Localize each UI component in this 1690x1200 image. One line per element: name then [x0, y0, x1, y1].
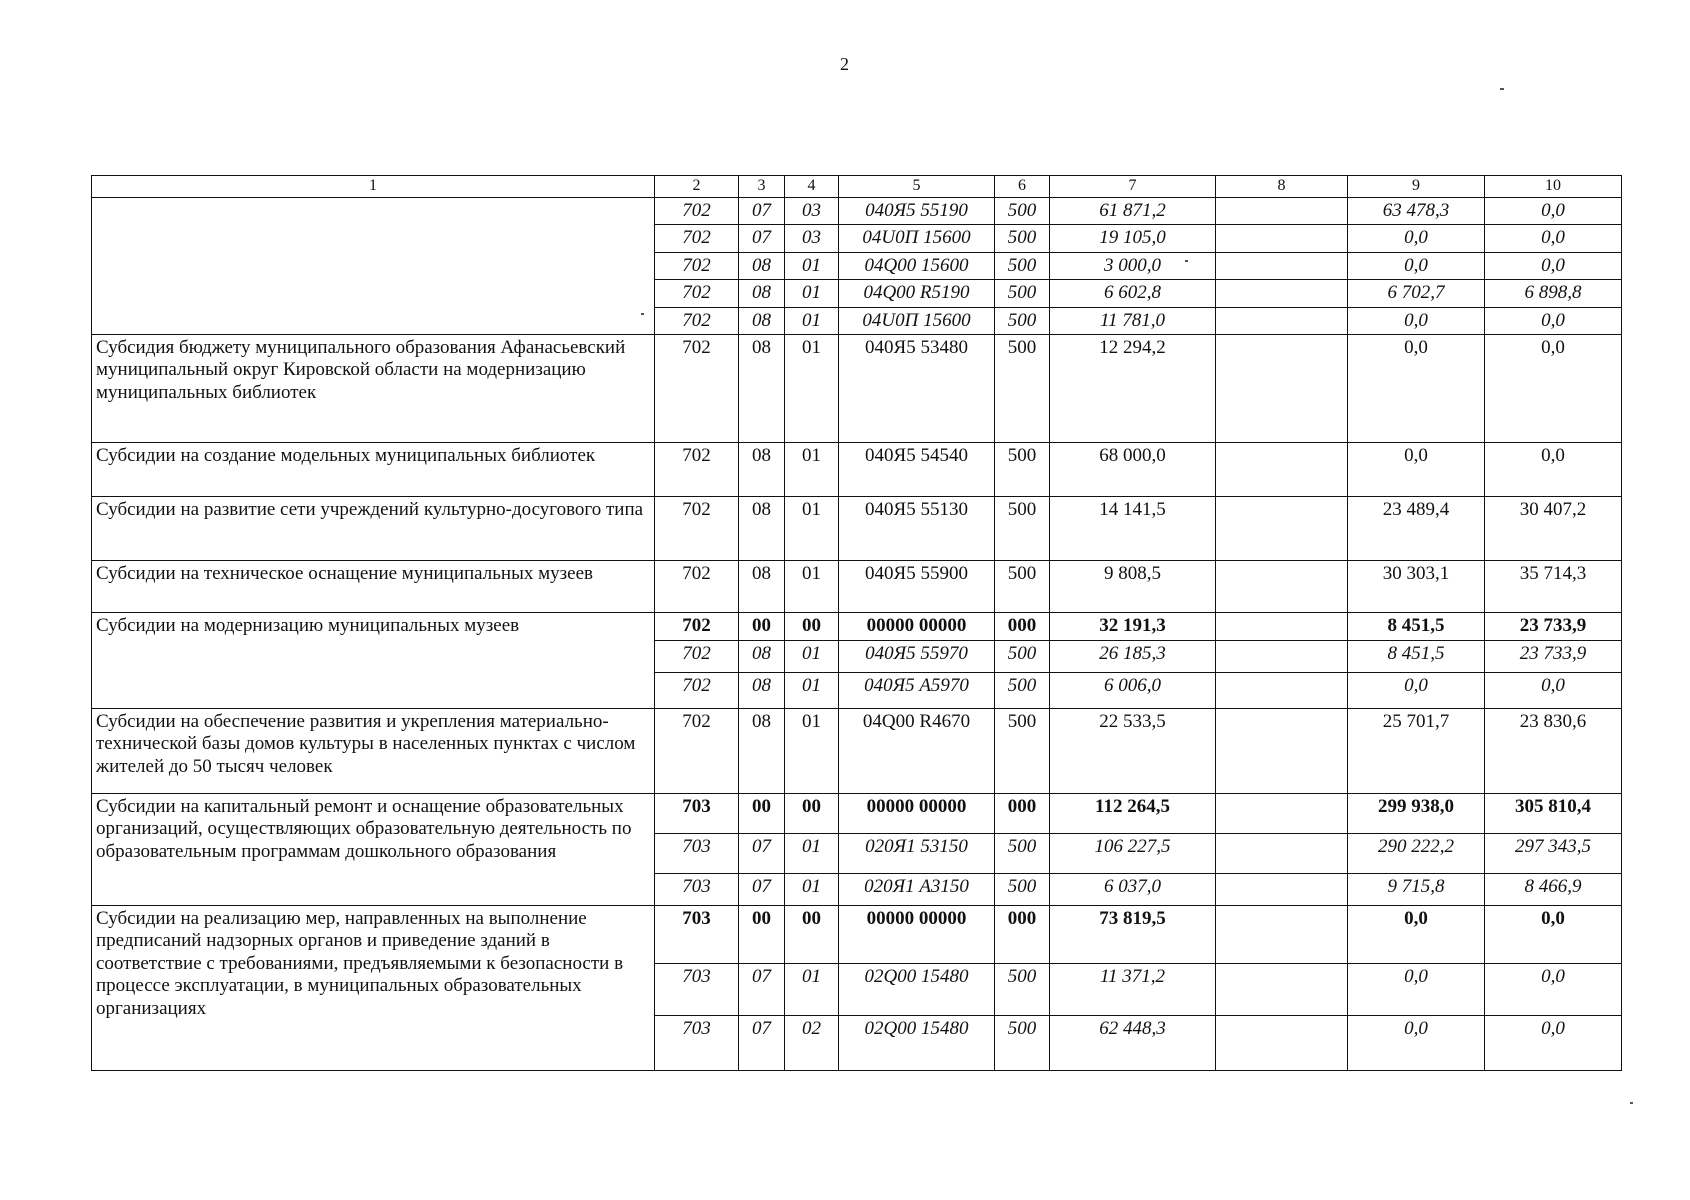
row-description: Субсидия бюджету муниципального образования Афанасьевский муниципальный округ Кировской области на модернизацию муниципальных библиотек [92, 334, 655, 442]
col-3-cell: 08 [739, 560, 785, 612]
col-10-cell: 0,0 [1485, 442, 1622, 496]
col-7-cell: 19 105,0 [1050, 225, 1216, 252]
col-4-cell: 01 [785, 280, 839, 307]
col-2-cell: 702 [655, 307, 739, 334]
col-2-cell: 703 [655, 833, 739, 873]
col-9-cell: 8 451,5 [1348, 640, 1485, 672]
col-9-cell: 290 222,2 [1348, 833, 1485, 873]
col-10-cell: 0,0 [1485, 905, 1622, 963]
col-10-cell: 0,0 [1485, 1015, 1622, 1070]
row-description [92, 197, 655, 334]
col-8-cell [1216, 963, 1348, 1015]
col-10-cell: 0,0 [1485, 225, 1622, 252]
row-description: Субсидии на развитие сети учреждений культурно-досугового типа [92, 496, 655, 560]
col-8-cell [1216, 873, 1348, 905]
col-5-cell: 04U0П 15600 [839, 307, 995, 334]
col-9-cell: 0,0 [1348, 672, 1485, 708]
col-2-cell: 702 [655, 280, 739, 307]
col-4-cell: 01 [785, 672, 839, 708]
col-3-cell: 07 [739, 1015, 785, 1070]
col-7-cell: 106 227,5 [1050, 833, 1216, 873]
col-7-cell: 3 000,0 [1050, 252, 1216, 279]
col-5-cell: 00000 00000 [839, 905, 995, 963]
table-row [92, 612, 1622, 640]
col-4-cell: 01 [785, 334, 839, 442]
col-3-cell: 08 [739, 640, 785, 672]
row-description: Субсидии на модернизацию муниципальных музеев [92, 612, 655, 708]
col-8-cell [1216, 496, 1348, 560]
col-3-cell: 00 [739, 905, 785, 963]
col-3-cell: 07 [739, 873, 785, 905]
col-7-cell: 11 371,2 [1050, 963, 1216, 1015]
col-2-cell: 702 [655, 560, 739, 612]
budget-table [91, 175, 1622, 1071]
table-row [92, 793, 1622, 833]
col-9-cell: 299 938,0 [1348, 793, 1485, 833]
col-8-cell [1216, 560, 1348, 612]
col-8-cell [1216, 905, 1348, 963]
col-5-cell: 04Q00 R4670 [839, 708, 995, 793]
col-7-cell: 61 871,2 [1050, 197, 1216, 224]
col-5-cell: 020Я1 53150 [839, 833, 995, 873]
table-row [92, 442, 1622, 496]
col-4-cell: 03 [785, 225, 839, 252]
col-5-cell: 04Q00 R5190 [839, 280, 995, 307]
column-number-row [92, 176, 1622, 198]
col-5-cell: 04Q00 15600 [839, 252, 995, 279]
table-row [92, 560, 1622, 612]
column-number: 6 [995, 176, 1050, 198]
col-7-cell: 11 781,0 [1050, 307, 1216, 334]
col-10-cell: 0,0 [1485, 307, 1622, 334]
col-10-cell: 23 830,6 [1485, 708, 1622, 793]
col-3-cell: 08 [739, 252, 785, 279]
col-6-cell: 500 [995, 252, 1050, 279]
table-row [92, 905, 1622, 963]
col-5-cell: 040Я5 55130 [839, 496, 995, 560]
col-2-cell: 703 [655, 1015, 739, 1070]
col-9-cell: 25 701,7 [1348, 708, 1485, 793]
col-4-cell: 01 [785, 833, 839, 873]
col-10-cell: 23 733,9 [1485, 612, 1622, 640]
col-10-cell: 0,0 [1485, 672, 1622, 708]
col-9-cell: 9 715,8 [1348, 873, 1485, 905]
col-7-cell: 22 533,5 [1050, 708, 1216, 793]
col-2-cell: 703 [655, 873, 739, 905]
col-8-cell [1216, 708, 1348, 793]
col-9-cell: 0,0 [1348, 307, 1485, 334]
col-6-cell: 500 [995, 225, 1050, 252]
col-4-cell: 01 [785, 252, 839, 279]
col-10-cell: 35 714,3 [1485, 560, 1622, 612]
scan-speck [641, 313, 644, 315]
col-8-cell [1216, 793, 1348, 833]
col-6-cell: 500 [995, 873, 1050, 905]
col-8-cell [1216, 833, 1348, 873]
col-5-cell: 00000 00000 [839, 793, 995, 833]
col-9-cell: 63 478,3 [1348, 197, 1485, 224]
col-8-cell [1216, 1015, 1348, 1070]
row-description: Субсидии на создание модельных муниципальных библиотек [92, 442, 655, 496]
col-10-cell: 8 466,9 [1485, 873, 1622, 905]
col-10-cell: 0,0 [1485, 963, 1622, 1015]
page-number: 2 [840, 54, 849, 74]
col-7-cell: 112 264,5 [1050, 793, 1216, 833]
row-description: Субсидии на капитальный ремонт и оснащение образовательных организаций, осуществляющих образовательную деятельность по образовательным программам дошкольного образования [92, 793, 655, 905]
col-5-cell: 040Я5 A5970 [839, 672, 995, 708]
col-3-cell: 07 [739, 833, 785, 873]
col-10-cell: 305 810,4 [1485, 793, 1622, 833]
col-5-cell: 02Q00 15480 [839, 963, 995, 1015]
col-5-cell: 020Я1 A3150 [839, 873, 995, 905]
col-4-cell: 00 [785, 612, 839, 640]
col-5-cell: 040Я5 54540 [839, 442, 995, 496]
col-2-cell: 702 [655, 197, 739, 224]
table-row [92, 708, 1622, 793]
col-2-cell: 702 [655, 496, 739, 560]
col-3-cell: 00 [739, 612, 785, 640]
col-8-cell [1216, 307, 1348, 334]
scan-speck [1185, 260, 1188, 262]
col-8-cell [1216, 252, 1348, 279]
col-5-cell: 02Q00 15480 [839, 1015, 995, 1070]
col-8-cell [1216, 225, 1348, 252]
col-7-cell: 6 602,8 [1050, 280, 1216, 307]
col-3-cell: 07 [739, 963, 785, 1015]
col-6-cell: 500 [995, 1015, 1050, 1070]
col-10-cell: 30 407,2 [1485, 496, 1622, 560]
col-8-cell [1216, 334, 1348, 442]
column-number: 10 [1485, 176, 1622, 198]
col-6-cell: 500 [995, 280, 1050, 307]
column-number: 5 [839, 176, 995, 198]
column-number: 9 [1348, 176, 1485, 198]
col-6-cell: 000 [995, 905, 1050, 963]
col-3-cell: 08 [739, 496, 785, 560]
col-4-cell: 00 [785, 905, 839, 963]
col-10-cell: 0,0 [1485, 252, 1622, 279]
col-3-cell: 07 [739, 197, 785, 224]
column-number: 3 [739, 176, 785, 198]
col-6-cell: 500 [995, 197, 1050, 224]
col-2-cell: 702 [655, 640, 739, 672]
col-3-cell: 08 [739, 442, 785, 496]
col-7-cell: 62 448,3 [1050, 1015, 1216, 1070]
col-8-cell [1216, 640, 1348, 672]
col-7-cell: 12 294,2 [1050, 334, 1216, 442]
col-4-cell: 01 [785, 640, 839, 672]
col-5-cell: 040Я5 55900 [839, 560, 995, 612]
col-9-cell: 0,0 [1348, 225, 1485, 252]
col-2-cell: 702 [655, 612, 739, 640]
col-7-cell: 26 185,3 [1050, 640, 1216, 672]
col-8-cell [1216, 197, 1348, 224]
col-2-cell: 702 [655, 672, 739, 708]
col-7-cell: 73 819,5 [1050, 905, 1216, 963]
row-description: Субсидии на техническое оснащение муниципальных музеев [92, 560, 655, 612]
col-3-cell: 08 [739, 672, 785, 708]
col-2-cell: 702 [655, 225, 739, 252]
col-4-cell: 01 [785, 307, 839, 334]
col-10-cell: 23 733,9 [1485, 640, 1622, 672]
col-6-cell: 500 [995, 496, 1050, 560]
col-7-cell: 9 808,5 [1050, 560, 1216, 612]
column-number: 8 [1216, 176, 1348, 198]
col-9-cell: 0,0 [1348, 442, 1485, 496]
column-number: 7 [1050, 176, 1216, 198]
col-5-cell: 040Я5 55190 [839, 197, 995, 224]
column-number: 1 [92, 176, 655, 198]
col-7-cell: 6 037,0 [1050, 873, 1216, 905]
col-6-cell: 500 [995, 334, 1050, 442]
col-3-cell: 08 [739, 307, 785, 334]
col-9-cell: 0,0 [1348, 1015, 1485, 1070]
col-10-cell: 0,0 [1485, 197, 1622, 224]
col-4-cell: 00 [785, 793, 839, 833]
table-row [92, 496, 1622, 560]
col-10-cell: 297 343,5 [1485, 833, 1622, 873]
col-3-cell: 07 [739, 225, 785, 252]
col-7-cell: 32 191,3 [1050, 612, 1216, 640]
col-7-cell: 68 000,0 [1050, 442, 1216, 496]
col-4-cell: 01 [785, 560, 839, 612]
col-2-cell: 703 [655, 963, 739, 1015]
col-5-cell: 00000 00000 [839, 612, 995, 640]
column-number: 4 [785, 176, 839, 198]
col-10-cell: 6 898,8 [1485, 280, 1622, 307]
col-6-cell: 500 [995, 307, 1050, 334]
col-4-cell: 01 [785, 873, 839, 905]
col-9-cell: 0,0 [1348, 334, 1485, 442]
col-5-cell: 040Я5 53480 [839, 334, 995, 442]
col-7-cell: 14 141,5 [1050, 496, 1216, 560]
col-6-cell: 500 [995, 640, 1050, 672]
col-6-cell: 500 [995, 708, 1050, 793]
col-5-cell: 040Я5 55970 [839, 640, 995, 672]
col-2-cell: 703 [655, 793, 739, 833]
col-3-cell: 08 [739, 708, 785, 793]
col-10-cell: 0,0 [1485, 334, 1622, 442]
col-4-cell: 01 [785, 442, 839, 496]
col-6-cell: 500 [995, 560, 1050, 612]
row-description: Субсидии на реализацию мер, направленных на выполнение предписаний надзорных органов и приведение зданий в соответствие с требованиями, предъявляемыми к безопасности в процессе эксплуатации, в муниципальных образовательных организациях [92, 905, 655, 1070]
col-6-cell: 500 [995, 672, 1050, 708]
scan-speck [1500, 88, 1504, 90]
row-description: Субсидии на обеспечение развития и укрепления материально-технической базы домов культуры в населенных пунктах с числом жителей до 50 тысяч человек [92, 708, 655, 793]
col-9-cell: 0,0 [1348, 963, 1485, 1015]
col-6-cell: 000 [995, 793, 1050, 833]
col-4-cell: 03 [785, 197, 839, 224]
col-3-cell: 08 [739, 280, 785, 307]
col-8-cell [1216, 442, 1348, 496]
col-2-cell: 702 [655, 252, 739, 279]
col-6-cell: 000 [995, 612, 1050, 640]
col-8-cell [1216, 612, 1348, 640]
col-4-cell: 01 [785, 496, 839, 560]
col-4-cell: 01 [785, 708, 839, 793]
col-9-cell: 8 451,5 [1348, 612, 1485, 640]
col-9-cell: 30 303,1 [1348, 560, 1485, 612]
col-4-cell: 01 [785, 963, 839, 1015]
col-8-cell [1216, 672, 1348, 708]
col-9-cell: 23 489,4 [1348, 496, 1485, 560]
scan-speck [1630, 1102, 1633, 1104]
col-2-cell: 702 [655, 708, 739, 793]
col-3-cell: 08 [739, 334, 785, 442]
col-6-cell: 500 [995, 833, 1050, 873]
col-2-cell: 703 [655, 905, 739, 963]
col-2-cell: 702 [655, 442, 739, 496]
col-8-cell [1216, 280, 1348, 307]
col-5-cell: 04U0П 15600 [839, 225, 995, 252]
col-9-cell: 0,0 [1348, 252, 1485, 279]
col-9-cell: 6 702,7 [1348, 280, 1485, 307]
col-6-cell: 500 [995, 442, 1050, 496]
column-number: 2 [655, 176, 739, 198]
col-6-cell: 500 [995, 963, 1050, 1015]
table-row [92, 197, 1622, 224]
col-2-cell: 702 [655, 334, 739, 442]
table-row [92, 334, 1622, 442]
col-3-cell: 00 [739, 793, 785, 833]
col-4-cell: 02 [785, 1015, 839, 1070]
col-7-cell: 6 006,0 [1050, 672, 1216, 708]
col-9-cell: 0,0 [1348, 905, 1485, 963]
